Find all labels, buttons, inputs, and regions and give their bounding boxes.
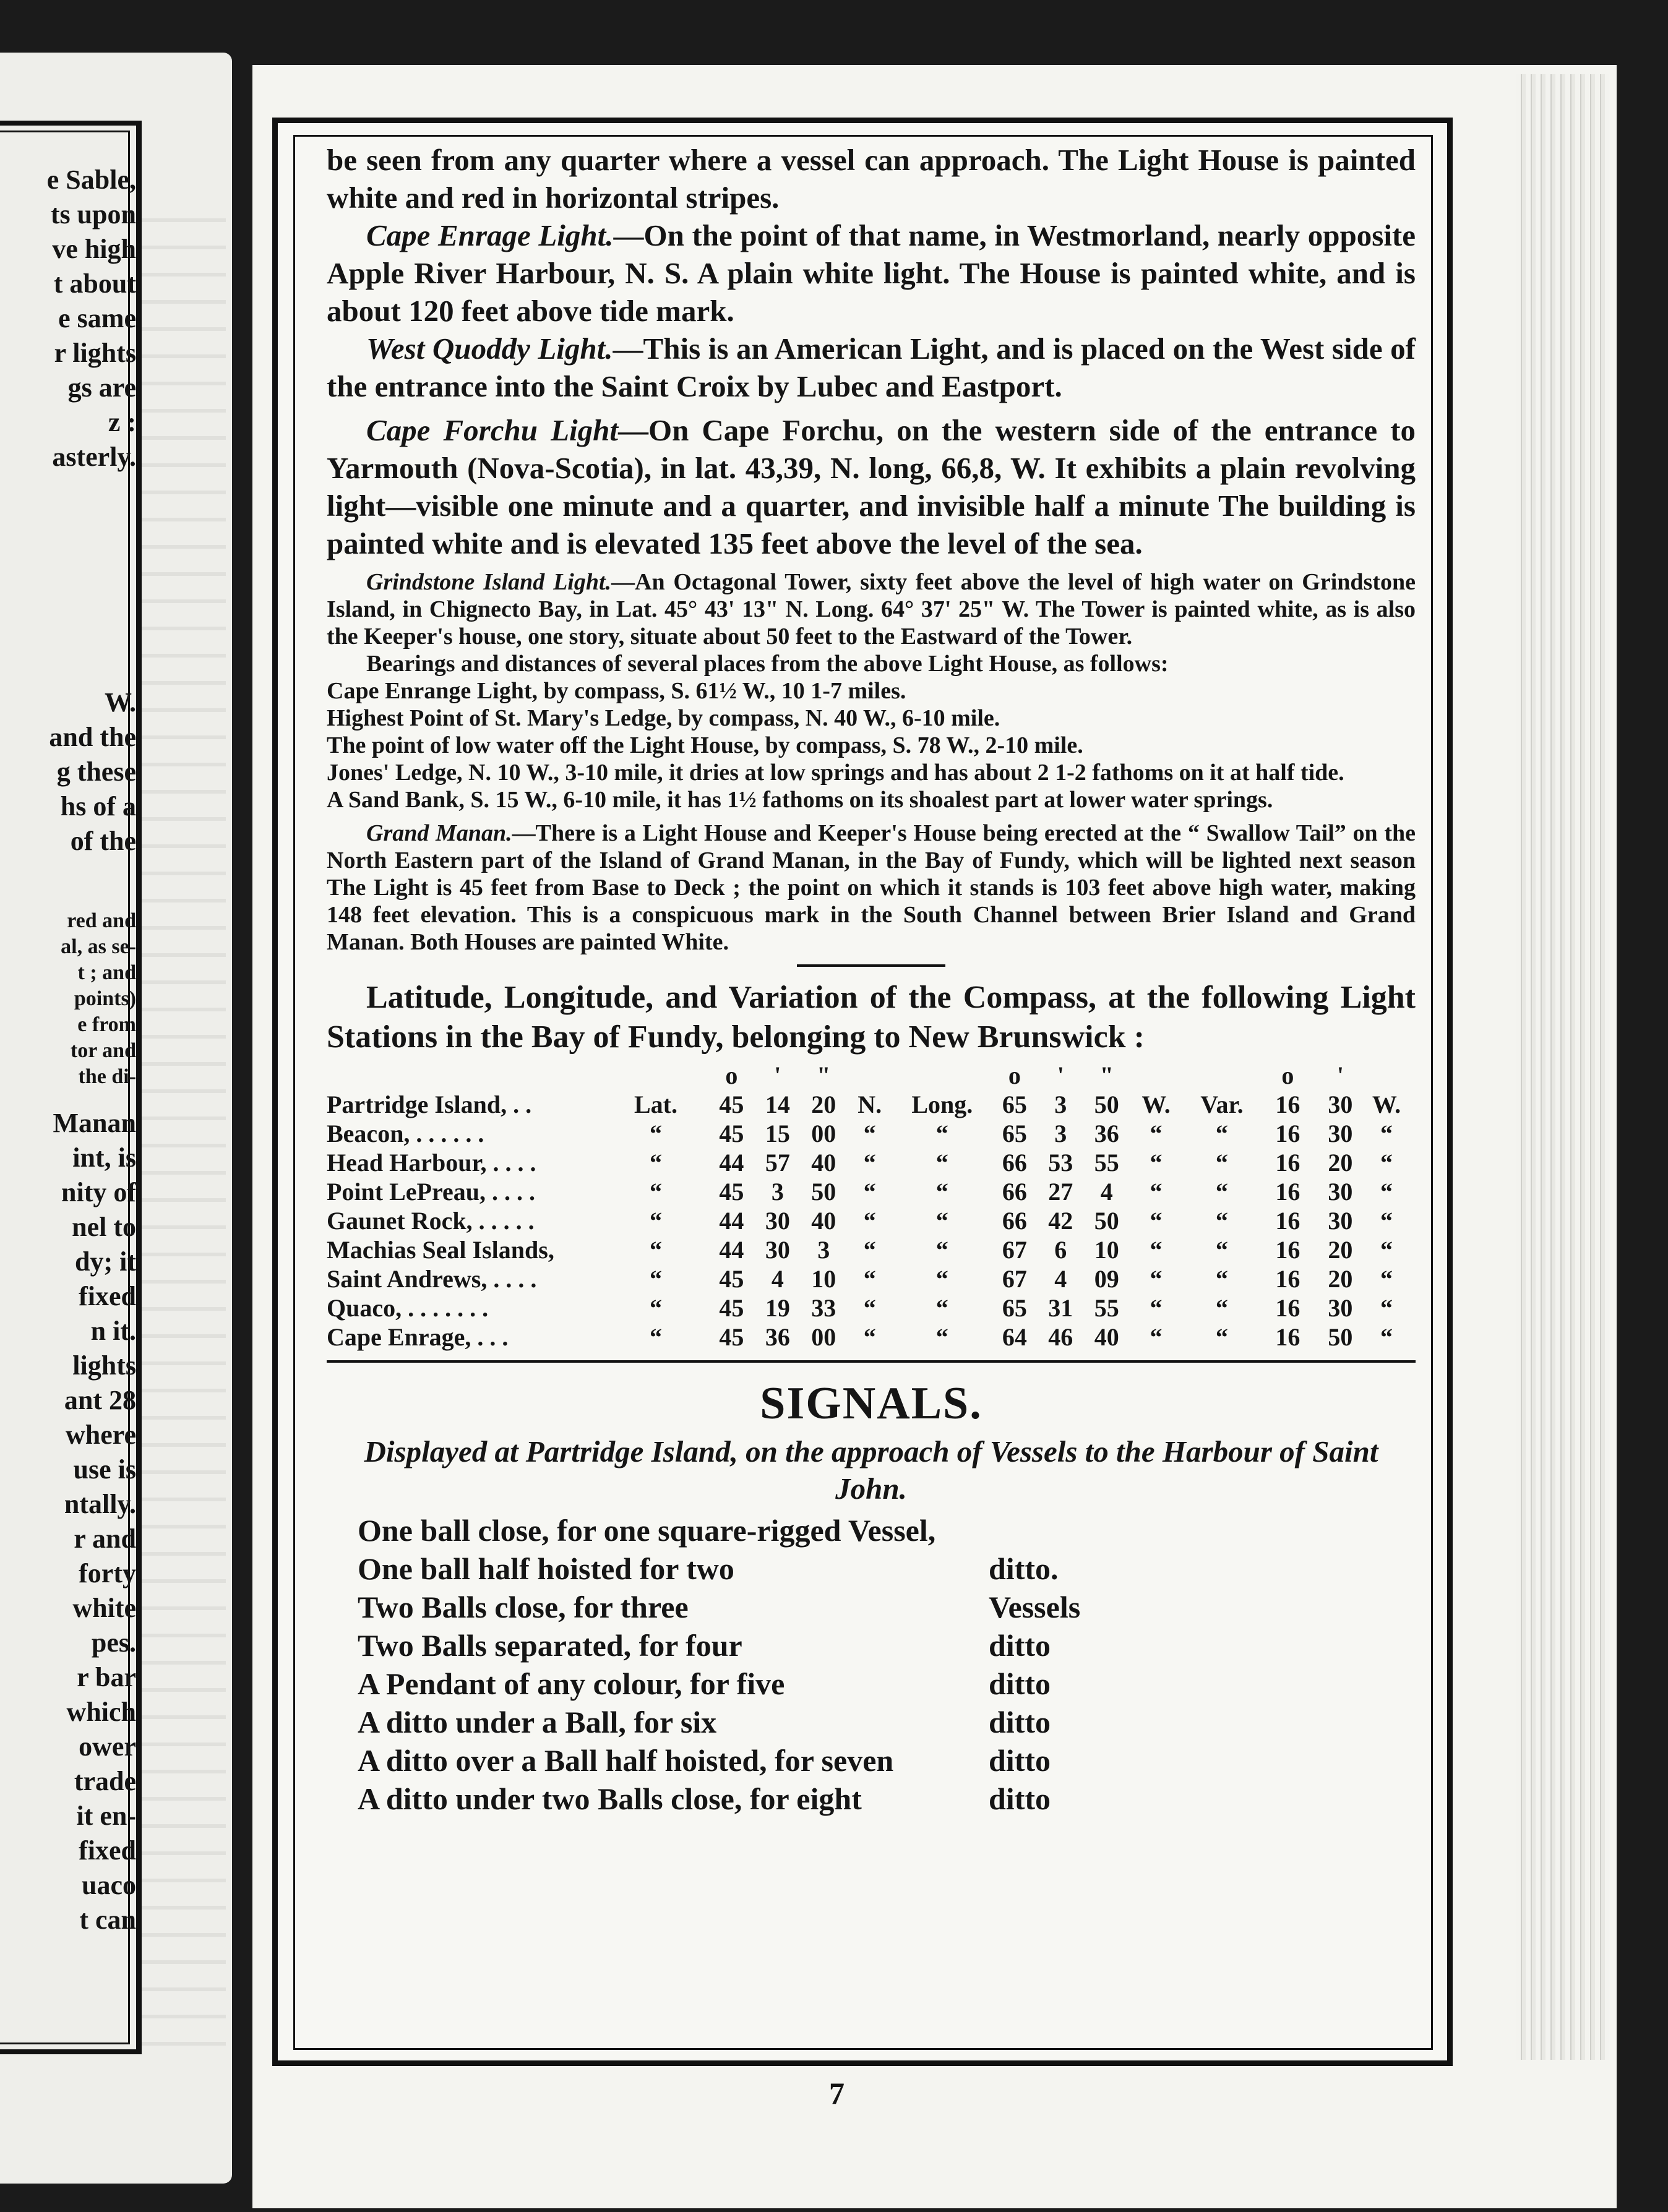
signal-item [327, 1780, 1416, 1818]
long-value: 09 [1094, 1265, 1119, 1293]
lat-label: “ [649, 1178, 662, 1206]
grand-manan-title: Grand Manan. [366, 820, 512, 846]
lat-label: “ [649, 1323, 662, 1351]
long-label: “ [935, 1120, 948, 1147]
var-value: 30 [1328, 1091, 1353, 1118]
degree-header-row [327, 1061, 1406, 1090]
var-label: “ [1215, 1207, 1228, 1235]
signal-description: A ditto under two Balls close, for eight [358, 1781, 862, 1816]
table-row [327, 1322, 1406, 1352]
signal-description: A Pendant of any colour, for five [358, 1666, 785, 1701]
left-page-line: it en- [76, 1801, 136, 1831]
left-page-line: e same [58, 303, 136, 333]
signals-subtitle: Displayed at Partridge Island, on the approach of Vessels to the Harbour of Saint John. [364, 1434, 1378, 1506]
long-value: 10 [1094, 1236, 1119, 1264]
station-name: Partridge Island, . . [327, 1091, 532, 1118]
left-page-line: uaco [82, 1870, 136, 1900]
coordinates-intro: Latitude, Longitude, and Variation of the Compass, at the following Light Stations in the Bay of Fundy, belonging to New Brunswick : [327, 980, 1416, 1055]
long-direction: “ [1150, 1120, 1163, 1147]
long-direction: “ [1150, 1323, 1163, 1351]
var-value: 20 [1328, 1236, 1353, 1264]
lat-label: “ [649, 1207, 662, 1235]
var-direction: “ [1380, 1236, 1393, 1264]
long-value: 66 [1002, 1149, 1027, 1177]
lat-value: 4 [771, 1265, 784, 1293]
table-row [327, 1148, 1406, 1177]
table-row [327, 1264, 1406, 1293]
station-name: Saint Andrews, . . . . [327, 1265, 537, 1293]
signal-count: ditto [989, 1743, 1051, 1778]
station-name: Beacon, . . . . . . [327, 1120, 484, 1147]
long-label: “ [935, 1149, 948, 1177]
left-page-line: r and [74, 1524, 136, 1554]
signals-list [327, 1511, 1416, 1818]
station-name: Quaco, . . . . . . . [327, 1294, 489, 1322]
lat-label: Lat. [634, 1091, 677, 1118]
lat-direction: “ [863, 1265, 876, 1293]
degree-mark: " [817, 1061, 831, 1089]
signal-count: Vessels [989, 1590, 1081, 1624]
intro-paragraph: be seen from any quarter where a vessel can approach. The Light House is painted white and red in horizontal stripes. [327, 143, 1416, 215]
signal-description: One ball half hoisted for two [358, 1551, 734, 1586]
left-page-line: W. [105, 687, 136, 718]
left-page-line: where [65, 1420, 136, 1450]
lat-value: 30 [765, 1236, 790, 1264]
left-page-line: which [66, 1697, 136, 1727]
left-page-line: ts upon [50, 199, 136, 229]
var-direction: W. [1372, 1091, 1401, 1118]
long-value: 4 [1100, 1178, 1113, 1206]
lat-value: 57 [765, 1149, 790, 1177]
long-value: 3 [1054, 1120, 1067, 1147]
long-value: 6 [1054, 1236, 1067, 1264]
left-page-line: z : [108, 407, 136, 437]
degree-mark [1367, 1061, 1406, 1090]
lat-direction: “ [863, 1294, 876, 1322]
var-label: “ [1215, 1323, 1228, 1351]
cape-enrage-paragraph [327, 216, 1416, 330]
var-direction: “ [1380, 1207, 1393, 1235]
var-value: 16 [1275, 1149, 1300, 1177]
table-row [327, 1090, 1406, 1119]
var-value: 20 [1328, 1149, 1353, 1177]
lat-value: 45 [719, 1265, 744, 1293]
long-value: 46 [1048, 1323, 1073, 1351]
cape-forchu-title: Cape Forchu Light [366, 413, 618, 447]
left-page-line: asterly. [52, 442, 136, 472]
var-value: 16 [1275, 1265, 1300, 1293]
signal-item [327, 1626, 1416, 1665]
long-label: “ [935, 1236, 948, 1264]
var-value: 16 [1275, 1236, 1300, 1264]
table-row [327, 1177, 1406, 1206]
long-direction: W. [1141, 1091, 1171, 1118]
left-page-line: n it. [90, 1316, 136, 1346]
long-value: 67 [1002, 1265, 1027, 1293]
long-label: “ [935, 1265, 948, 1293]
lat-value: 00 [811, 1120, 836, 1147]
left-page-line: r lights [54, 338, 136, 368]
left-page-line: the di- [78, 1065, 136, 1088]
signal-description: Two Balls close, for three [358, 1590, 689, 1624]
west-quoddy-text: —This is an American Light, and is placed on the West side of the entrance into the Saint Croix by Lubec and Eastport. [327, 332, 1416, 403]
lat-direction: “ [863, 1120, 876, 1147]
lat-value: 40 [811, 1149, 836, 1177]
signal-count: ditto [989, 1781, 1051, 1816]
degree-mark: o [1281, 1061, 1294, 1089]
degree-mark: ' [774, 1061, 781, 1089]
left-page-line: g these [56, 757, 136, 787]
signals-title: SIGNALS. [760, 1378, 982, 1429]
var-value: 16 [1275, 1323, 1300, 1351]
left-page-line: ve high [52, 234, 136, 264]
table-row [327, 1293, 1406, 1322]
station-name: Cape Enrage, . . . [327, 1323, 509, 1351]
long-value: 55 [1094, 1294, 1119, 1322]
lat-value: 15 [765, 1120, 790, 1147]
left-page-line: forty [79, 1558, 136, 1588]
lat-label: “ [649, 1120, 662, 1147]
lat-value: 3 [817, 1236, 830, 1264]
left-page-line: fixed [79, 1835, 136, 1866]
degree-mark: ' [1336, 1061, 1344, 1089]
left-page-line: of the [70, 826, 136, 856]
long-value: 53 [1048, 1149, 1073, 1177]
var-direction: “ [1380, 1120, 1393, 1147]
left-page-line: nity of [61, 1177, 136, 1207]
lat-value: 14 [765, 1091, 790, 1118]
long-direction: “ [1150, 1149, 1163, 1177]
station-name: Machias Seal Islands, [327, 1236, 554, 1264]
var-value: 30 [1328, 1178, 1353, 1206]
left-page-line: red and [67, 909, 136, 932]
long-direction: “ [1150, 1294, 1163, 1322]
var-value: 16 [1275, 1091, 1300, 1118]
bearing-line: The point of low water off the Light House, by compass, S. 78 W., 2-10 mile. [327, 732, 1083, 758]
var-value: 30 [1328, 1207, 1353, 1235]
lat-label: “ [649, 1294, 662, 1322]
left-page-line: pes. [91, 1627, 136, 1658]
lat-label: “ [649, 1149, 662, 1177]
left-page-line: fixed [79, 1281, 136, 1311]
left-page-line: e Sable, [46, 165, 136, 195]
lat-value: 33 [811, 1294, 836, 1322]
left-page-line: t ; and [77, 961, 136, 984]
bearing-line: Highest Point of St. Mary's Ledge, by compass, N. 40 W., 6-10 mile. [327, 705, 1000, 731]
long-direction: “ [1150, 1236, 1163, 1264]
coordinates-table [327, 1061, 1406, 1352]
page-number: 7 [829, 2076, 845, 2111]
grindstone-paragraph [327, 568, 1416, 650]
lat-value: 00 [811, 1323, 836, 1351]
left-page-line: hs of a [60, 791, 136, 821]
signal-description: A ditto over a Ball half hoisted, for seven [358, 1743, 894, 1778]
left-page-line: ntally. [64, 1489, 136, 1519]
lat-direction: “ [863, 1178, 876, 1206]
left-page-line: al, as se- [61, 935, 136, 958]
lat-value: 50 [811, 1178, 836, 1206]
lat-direction: “ [863, 1207, 876, 1235]
lat-value: 45 [719, 1178, 744, 1206]
left-page-line: and the [49, 722, 136, 752]
cape-enrage-text: —On the point of that name, in Westmorland, nearly opposite Apple River Harbour, N. S. A plain white light. The House is painted white, and is about 120 feet above tide mark. [327, 218, 1416, 328]
lat-value: 3 [771, 1178, 784, 1206]
bearing-line: A Sand Bank, S. 15 W., 6-10 mile, it has 1½ fathoms on its shoalest part at lower water springs. [327, 787, 1273, 813]
long-value: 42 [1048, 1207, 1073, 1235]
long-value: 55 [1094, 1149, 1119, 1177]
var-value: 30 [1328, 1120, 1353, 1147]
section-divider [797, 964, 945, 967]
signal-item [327, 1741, 1416, 1780]
var-direction: “ [1380, 1265, 1393, 1293]
long-value: 50 [1094, 1207, 1119, 1235]
degree-mark [327, 1061, 603, 1090]
bearing-line: Jones' Ledge, N. 10 W., 3-10 mile, it dries at low springs and has about 2 1-2 fathoms on it at half tide. [327, 760, 1344, 786]
degree-mark [847, 1061, 893, 1090]
var-label: “ [1215, 1294, 1228, 1322]
degree-mark [1182, 1061, 1262, 1090]
lat-value: 44 [719, 1207, 744, 1235]
long-value: 40 [1094, 1323, 1119, 1351]
long-direction: “ [1150, 1265, 1163, 1293]
long-value: 31 [1048, 1294, 1073, 1322]
lat-value: 10 [811, 1265, 836, 1293]
cape-enrage-title: Cape Enrage Light. [366, 218, 614, 252]
var-direction: “ [1380, 1294, 1393, 1322]
signal-item [327, 1588, 1416, 1626]
lat-label: “ [649, 1236, 662, 1264]
cape-forchu-paragraph [327, 411, 1416, 562]
signal-item [327, 1703, 1416, 1741]
left-page-line: use is [73, 1454, 136, 1485]
grindstone-title: Grindstone Island Light. [366, 569, 612, 595]
degree-mark: o [1008, 1061, 1021, 1089]
left-page-line: r bar [77, 1662, 136, 1692]
signal-count: ditto [989, 1705, 1051, 1739]
left-page-line: int, is [72, 1142, 136, 1173]
var-value: 16 [1275, 1207, 1300, 1235]
long-value: 50 [1094, 1091, 1119, 1118]
var-value: 16 [1275, 1120, 1300, 1147]
left-page-line: Manan [53, 1108, 136, 1138]
bearings-intro: Bearings and distances of several places from the above Light House, as follows: [366, 651, 1169, 677]
long-value: 65 [1002, 1120, 1027, 1147]
signal-item [327, 1511, 1416, 1550]
lat-value: 30 [765, 1207, 790, 1235]
left-page-line: t about [53, 268, 136, 299]
long-value: 65 [1002, 1294, 1027, 1322]
lat-value: 45 [719, 1091, 744, 1118]
degree-mark: " [1099, 1061, 1114, 1089]
page-content [327, 141, 1416, 1818]
station-name: Head Harbour, . . . . [327, 1149, 536, 1177]
signal-item [327, 1665, 1416, 1703]
lat-value: 44 [719, 1149, 744, 1177]
degree-mark: ' [1057, 1061, 1064, 1089]
degree-mark [893, 1061, 992, 1090]
long-value: 65 [1002, 1091, 1027, 1118]
lat-value: 20 [811, 1091, 836, 1118]
signal-description: A ditto under a Ball, for six [358, 1705, 717, 1739]
grand-manan-paragraph [327, 820, 1416, 956]
lat-value: 45 [719, 1294, 744, 1322]
left-page-line: ower [79, 1731, 136, 1762]
long-label: “ [935, 1323, 948, 1351]
long-label: “ [935, 1207, 948, 1235]
lat-value: 19 [765, 1294, 790, 1322]
var-direction: “ [1380, 1149, 1393, 1177]
long-label: “ [935, 1178, 948, 1206]
lat-direction: “ [863, 1149, 876, 1177]
long-value: 66 [1002, 1178, 1027, 1206]
var-label: “ [1215, 1120, 1228, 1147]
degree-mark [1130, 1061, 1182, 1090]
table-row [327, 1206, 1406, 1235]
lat-direction: N. [858, 1091, 882, 1118]
lat-direction: “ [863, 1236, 876, 1264]
west-quoddy-paragraph [327, 330, 1416, 405]
west-quoddy-title: West Quoddy Light. [366, 332, 613, 366]
left-page-line: lights [72, 1350, 136, 1381]
signal-count: ditto [989, 1628, 1051, 1663]
long-value: 67 [1002, 1236, 1027, 1264]
left-page-line: dy; it [75, 1246, 136, 1277]
signal-count: ditto [989, 1666, 1051, 1701]
long-value: 27 [1048, 1178, 1073, 1206]
var-label: Var. [1200, 1091, 1244, 1118]
long-direction: “ [1150, 1178, 1163, 1206]
left-page-line: e from [77, 1013, 136, 1036]
lat-label: “ [649, 1265, 662, 1293]
station-name: Gaunet Rock, . . . . . [327, 1207, 535, 1235]
long-value: 64 [1002, 1323, 1027, 1351]
station-name: Point LePreau, . . . . [327, 1178, 536, 1206]
lat-value: 44 [719, 1236, 744, 1264]
left-page-line: white [72, 1593, 136, 1623]
var-label: “ [1215, 1236, 1228, 1264]
long-direction: “ [1150, 1207, 1163, 1235]
signal-item [327, 1550, 1416, 1588]
long-value: 4 [1054, 1265, 1067, 1293]
signals-divider [327, 1360, 1416, 1363]
var-value: 16 [1275, 1294, 1300, 1322]
var-value: 50 [1328, 1323, 1353, 1351]
lat-value: 45 [719, 1120, 744, 1147]
long-label: Long. [911, 1091, 973, 1118]
left-page-line: points) [74, 987, 136, 1010]
lat-value: 36 [765, 1323, 790, 1351]
left-page-line: t can [79, 1905, 136, 1935]
signal-description: Two Balls separated, for four [358, 1628, 742, 1663]
degree-mark [603, 1061, 708, 1090]
bearing-line: Cape Enrange Light, by compass, S. 61½ W., 10 1-7 miles. [327, 678, 906, 704]
lat-value: 45 [719, 1323, 744, 1351]
left-page-line: ant 28 [64, 1385, 136, 1415]
grindstone-text: —An Octagonal Tower, sixty feet above the level of high water on Grindstone Island, in Chignecto Bay, in Lat. 45° 43' 13" N. Long. 64° 37' 25" W. The Tower is painted white, as is also the Keeper's house, one story, situate about 50 feet to the Eastward of the Tower. [327, 569, 1416, 649]
var-value: 30 [1328, 1294, 1353, 1322]
lat-direction: “ [863, 1323, 876, 1351]
var-direction: “ [1380, 1323, 1393, 1351]
long-value: 66 [1002, 1207, 1027, 1235]
var-label: “ [1215, 1149, 1228, 1177]
var-label: “ [1215, 1265, 1228, 1293]
lat-value: 40 [811, 1207, 836, 1235]
long-value: 3 [1054, 1091, 1067, 1118]
page-edges [1516, 74, 1609, 2060]
var-value: 16 [1275, 1178, 1300, 1206]
left-page-line: nel to [72, 1212, 136, 1242]
left-page-line: gs are [67, 372, 136, 403]
grand-manan-text: —There is a Light House and Keeper's House being erected at the “ Swallow Tail” on the North Eastern part of the Island of Grand Manan, in the Bay of Fundy, which will be lighted next season The Light is 45 feet from Base to Deck ; the point on which it stands is 103 feet above high water, making 148 feet elevation. This is a conspicuous mark in the South Channel between Brier Island and Grand Manan. Both Houses are painted White. [327, 820, 1416, 955]
long-label: “ [935, 1294, 948, 1322]
left-page-line: trade [74, 1766, 136, 1796]
signal-description: One ball close, for one square-rigged Vessel, [358, 1513, 936, 1548]
signal-count: ditto. [989, 1551, 1059, 1586]
long-value: 36 [1094, 1120, 1119, 1147]
var-value: 20 [1328, 1265, 1353, 1293]
table-row [327, 1235, 1406, 1264]
degree-mark: o [725, 1061, 738, 1089]
left-page-line: tor and [70, 1039, 136, 1062]
var-label: “ [1215, 1178, 1228, 1206]
bleed-through-text [139, 195, 226, 2051]
cape-forchu-text: —On Cape Forchu, on the western side of the entrance to Yarmouth (Nova-Scotia), in lat. 43,39, N. long, 66,8, W. It exhibits a plain revolving light—visible one minute and a quarter, and invisible half a minute The building is painted white and is elevated 135 feet above the level of the sea. [327, 413, 1416, 560]
table-row [327, 1119, 1406, 1148]
var-direction: “ [1380, 1178, 1393, 1206]
